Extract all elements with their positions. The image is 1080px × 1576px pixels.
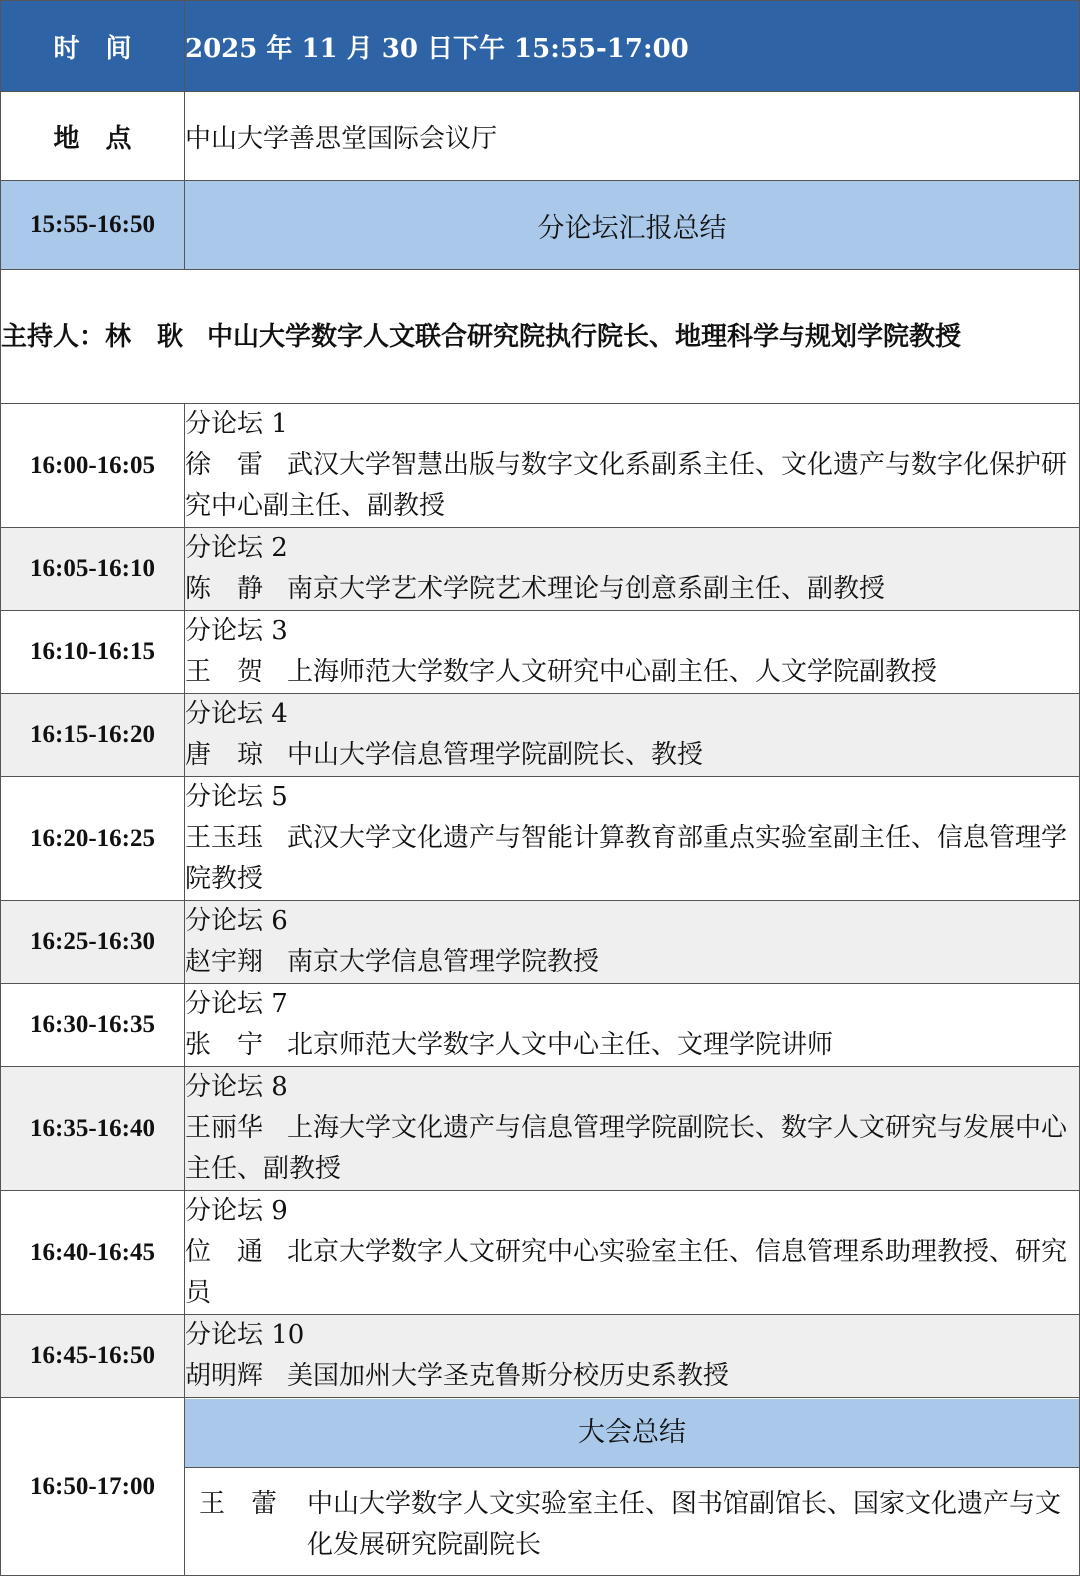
sessions-list	[1, 404, 1080, 1398]
date-row	[1, 1, 1080, 92]
venue-label: 地 点	[1, 92, 185, 181]
session-row	[1, 984, 1080, 1067]
session-title: 分论坛 3	[185, 616, 288, 646]
session-time: 16:40-16:45	[1, 1191, 185, 1315]
session-speaker	[185, 445, 1079, 527]
speaker-name: 王玉珏	[185, 823, 264, 853]
session-title: 分论坛 4	[185, 699, 288, 729]
session-title: 分论坛 1	[185, 409, 288, 439]
session-row	[1, 1315, 1080, 1398]
section-time: 15:55-16:50	[1, 181, 185, 270]
speaker-name: 唐 琼	[185, 740, 264, 770]
session-time: 16:30-16:35	[1, 984, 185, 1067]
session-row	[1, 528, 1080, 611]
host-desc: 中山大学数字人文联合研究院执行院长、地理科学与规划学院教授	[207, 321, 962, 352]
host-name: 林 耿	[105, 321, 184, 352]
session-title: 分论坛 7	[185, 989, 288, 1019]
session-row	[1, 777, 1080, 901]
venue-row	[1, 92, 1080, 181]
speaker-desc: 上海师范大学数字人文研究中心副主任、人文学院副教授	[287, 657, 938, 687]
speaker-desc: 武汉大学文化遗产与智能计算教育部重点实验室副主任、信息管理学院教授	[185, 823, 1068, 894]
session-time: 16:15-16:20	[1, 694, 185, 777]
session-row	[1, 901, 1080, 984]
section-row	[1, 181, 1080, 270]
session-time: 16:05-16:10	[1, 528, 185, 611]
speaker-desc: 南京大学信息管理学院教授	[287, 947, 600, 977]
session-speaker	[185, 1025, 1079, 1066]
speaker-name: 位 通	[185, 1237, 264, 1267]
speaker-desc: 中山大学信息管理学院副院长、教授	[287, 740, 704, 770]
session-row	[1, 404, 1080, 528]
time-value: 2025 年 11 月 30 日下午 15:55-17:00	[185, 1, 1080, 92]
speaker-desc: 南京大学艺术学院艺术理论与创意系副主任、副教授	[287, 574, 886, 604]
closing-desc: 中山大学数字人文实验室主任、图书馆副馆长、国家文化遗产与文化发展研究院副院长	[307, 1489, 1062, 1560]
session-title: 分论坛 8	[185, 1072, 288, 1102]
session-time: 16:25-16:30	[1, 901, 185, 984]
session-speaker	[185, 1108, 1079, 1190]
speaker-name: 徐 雷	[185, 450, 264, 480]
venue-value: 中山大学善思堂国际会议厅	[185, 92, 1080, 181]
session-title: 分论坛 2	[185, 533, 288, 563]
session-time: 16:00-16:05	[1, 404, 185, 528]
speaker-name: 王 贺	[185, 657, 264, 687]
closing-name: 王 蕾	[199, 1489, 278, 1519]
speaker-desc: 北京大学数字人文研究中心实验室主任、信息管理系助理教授、研究员	[185, 1237, 1068, 1308]
speaker-name: 陈 静	[185, 574, 264, 604]
speaker-desc: 美国加州大学圣克鲁斯分校历史系教授	[287, 1361, 730, 1391]
speaker-name: 胡明辉	[185, 1361, 264, 1391]
session-title: 分论坛 5	[185, 782, 288, 812]
speaker-desc: 北京师范大学数字人文中心主任、文理学院讲师	[287, 1030, 834, 1060]
session-row	[1, 1191, 1080, 1315]
session-time: 16:35-16:40	[1, 1067, 185, 1191]
session-title: 分论坛 6	[185, 906, 288, 936]
session-speaker	[185, 569, 1079, 610]
speaker-desc: 上海大学文化遗产与信息管理学院副院长、数字人文研究与发展中心主任、副教授	[185, 1113, 1068, 1184]
session-time: 16:45-16:50	[1, 1315, 185, 1398]
session-title: 分论坛 10	[185, 1320, 305, 1350]
speaker-name: 王丽华	[185, 1113, 264, 1143]
session-row	[1, 611, 1080, 694]
host-label: 主持人：	[1, 321, 106, 352]
session-row	[1, 694, 1080, 777]
session-title: 分论坛 9	[185, 1196, 288, 1226]
session-time: 16:20-16:25	[1, 777, 185, 901]
speaker-desc: 武汉大学智慧出版与数字文化系副系主任、文化遗产与数字化保护研究中心副主任、副教授	[185, 450, 1068, 521]
section-title: 分论坛汇报总结	[185, 181, 1080, 270]
closing-title: 大会总结	[185, 1399, 1079, 1468]
speaker-name: 赵宇翔	[185, 947, 264, 977]
session-speaker	[185, 652, 1079, 693]
time-label: 时 间	[1, 1, 185, 92]
closing-time: 16:50-17:00	[1, 1398, 185, 1576]
session-speaker	[185, 735, 1079, 776]
closing-row	[1, 1398, 1080, 1576]
session-speaker	[185, 1232, 1079, 1314]
session-speaker	[185, 1356, 1079, 1397]
session-speaker	[185, 818, 1079, 900]
session-speaker	[185, 942, 1079, 983]
host-row	[1, 270, 1080, 404]
session-time: 16:10-16:15	[1, 611, 185, 694]
session-row	[1, 1067, 1080, 1191]
speaker-name: 张 宁	[185, 1030, 264, 1060]
